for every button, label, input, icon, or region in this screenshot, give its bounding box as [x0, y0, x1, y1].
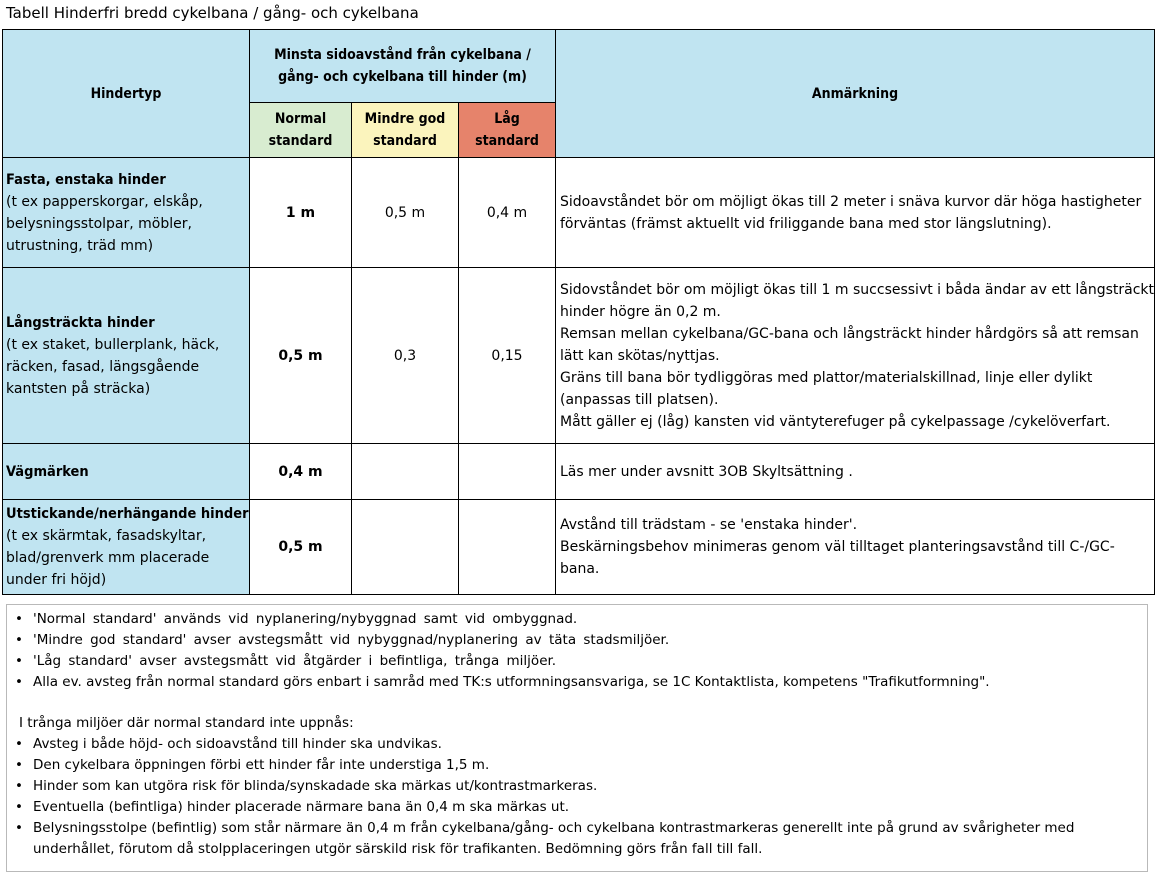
normal-standard-value: 0,5 m [250, 268, 352, 444]
list-item: • Avsteg i både höjd- och sidoavstånd till hinder ska undvikas. [7, 734, 1142, 755]
lag-standard-value [459, 500, 556, 595]
list-item: • Belysningsstolpe (befintlig) som står närmare än 0,4 m från cykelbana/gång- och cykelbana kontrastmarkeras generellt inte på grund av svårigheter med underhållet, förutom då stolpplaceringen utgör särskild risk för trafikanten. Bedömning görs från fall till fall. [7, 818, 1142, 860]
obstacle-type-description: (t ex papperskorgar, elskåp, belysningsstolpar, möbler, utrustning, träd mm) [6, 193, 203, 254]
obstacle-type-description: (t ex skärmtak, fasadskyltar, blad/grenverk mm placerade under fri höjd) [6, 528, 210, 588]
obstacle-type-title: Utstickande/nerhängande hinder [6, 506, 249, 522]
header-hindertyp: Hindertyp [3, 30, 250, 158]
mindre-god-standard-value [352, 500, 459, 595]
row-obstacle-type [3, 500, 250, 595]
mindre-god-standard-value: 0,3 [352, 268, 459, 444]
list-item: • Den cykelbara öppningen förbi ett hinder får inte understiga 1,5 m. [7, 755, 1142, 776]
obstacle-type-title: Långsträckta hinder [6, 314, 155, 331]
obstacle-clearance-table [2, 29, 1155, 595]
remark-text: Avstånd till trädstam - se 'enstaka hinder'. [560, 517, 858, 533]
table-row [3, 158, 1155, 268]
lag-standard-value: 0,4 m [459, 158, 556, 268]
header-mindre-god-standard: Mindre god standard [352, 103, 459, 158]
lag-standard-value: 0,15 [459, 268, 556, 444]
list-item: • 'Normal standard' används vid nyplanering/nybyggnad samt vid ombyggnad. [7, 609, 1137, 630]
remark-cell [556, 444, 1155, 500]
list-item: • Hinder som kan utgöra risk för blinda/synskadade ska märkas ut/kontrastmarkeras. [7, 776, 1142, 797]
row-obstacle-type [3, 268, 250, 444]
obstacle-type-title: Vägmärken [6, 463, 89, 480]
remark-cell [556, 158, 1155, 268]
remark-text: Gräns till bana bör tydliggöras med plattor/materialskillnad, linje eller dylikt (anpassas till platsen). [560, 369, 1093, 408]
normal-standard-value: 0,5 m [250, 500, 352, 595]
remark-text: Läs mer under avsnitt 3OB Skyltsättning . [560, 463, 853, 480]
table-row [3, 444, 1155, 500]
header-anmarkning: Anmärkning [556, 30, 1155, 158]
remark-text: Sidovståndet bör om möjligt ökas till 1 m succsessivt i båda ändar av ett långsträckt hinder högre än 0,2 m. [560, 281, 1155, 320]
row-obstacle-type [3, 158, 250, 268]
remark-text: Mått gäller ej (låg) kansten vid väntyterefuger på cykelpassage /cykelöverfart. [560, 413, 1111, 430]
obstacle-type-title: Fasta, enstaka hinder [6, 171, 166, 188]
obstacle-type-description: (t ex staket, bullerplank, häck, räcken, fasad, längsgående kantsten på sträcka) [6, 336, 220, 397]
remark-cell [556, 268, 1155, 444]
lag-standard-value [459, 444, 556, 500]
remark-text: Sidoavståndet bör om möjligt ökas till 2 meter i snäva kurvor där höga hastigheter förväntas (främst aktuellt vid friliggande bana med stor längslutning). [560, 193, 1142, 232]
row-obstacle-type [3, 444, 250, 500]
normal-standard-value: 0,4 m [250, 444, 352, 500]
list-item: • Alla ev. avsteg från normal standard görs enbart i samråd med TK:s utformningsansvariga, se 1C Kontaktlista, kompetens "Trafikutformning". [7, 672, 1137, 693]
header-lag-standard: Låg standard [459, 103, 556, 158]
header-distance-title: Minsta sidoavstånd från cykelbana / gång- och cykelbana till hinder (m) [250, 30, 556, 103]
footnotes-intro: I trånga miljöer där normal standard inte uppnås: [19, 715, 354, 731]
footnotes-box [6, 604, 1148, 872]
mindre-god-standard-value: 0,5 m [352, 158, 459, 268]
narrow-environments-list [7, 734, 1142, 860]
header-normal-standard: Normal standard [250, 103, 352, 158]
standards-explanation-list [7, 609, 1137, 693]
remark-text: Remsan mellan cykelbana/GC-bana och långsträckt hinder hårdgörs så att remsan lätt kan skötas/nyttjas. [560, 325, 1139, 364]
remark-cell [556, 500, 1155, 595]
table-row [3, 268, 1155, 444]
list-item: • 'Mindre god standard' avser avstegsmått vid nybyggnad/nyplanering av täta stadsmiljöer. [7, 630, 1137, 651]
mindre-god-standard-value [352, 444, 459, 500]
table-caption: Tabell Hinderfri bredd cykelbana / gång- och cykelbana [6, 4, 419, 22]
list-item: • 'Låg standard' avser avstegsmått vid åtgärder i befintliga, trånga miljöer. [7, 651, 1137, 672]
normal-standard-value: 1 m [250, 158, 352, 268]
remark-text: Beskärningsbehov minimeras genom väl tilltaget planteringsavstånd till C-/GC-bana. [560, 539, 1115, 577]
table-row [3, 500, 1155, 595]
list-item: • Eventuella (befintliga) hinder placerade närmare bana än 0,4 m ska märkas ut. [7, 797, 1142, 818]
